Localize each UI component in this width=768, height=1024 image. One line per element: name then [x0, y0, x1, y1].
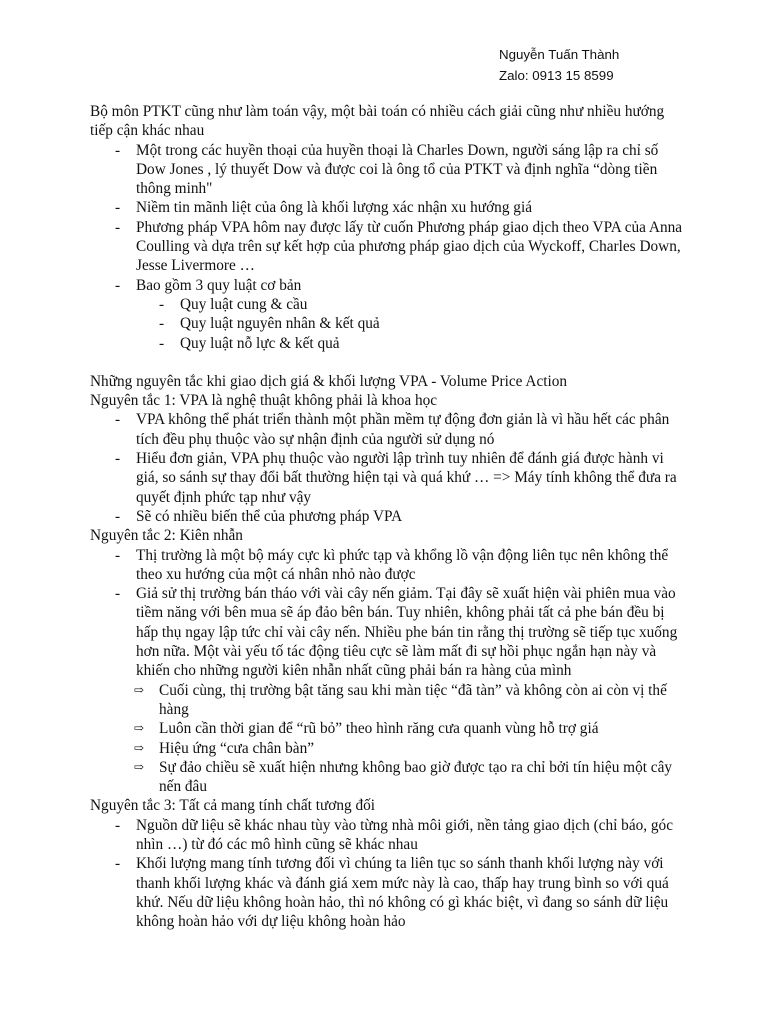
- list-item: [90, 141, 690, 199]
- author-contact: Zalo: 0913 15 8599: [499, 68, 614, 83]
- list-item-text: Khối lượng mang tính tương đối vì chúng ta liên tục so sánh thanh khối lượng này với thanh khối lượng khác và đánh giá xem mức này là cao, thấp hay trung bình so với quá khứ. Nếu dữ liệu không hoàn hảo, thì nó không có gì khác biệt, vì đang so sánh dữ liệu không hoàn hảo với dự liệu không hoàn hảo: [136, 855, 669, 931]
- list-item-text: Sự đảo chiều sẽ xuất hiện nhưng không bao giờ được tạo ra chỉ bởi tín hiệu một cây nến đâu: [159, 758, 673, 796]
- dash-marker: -: [115, 546, 121, 564]
- dash-marker: -: [115, 585, 121, 603]
- list-item: [90, 218, 690, 276]
- list-item: [90, 816, 690, 855]
- dash-marker: -: [115, 450, 121, 468]
- list-item: [90, 410, 690, 449]
- principle-2-list: [90, 546, 690, 681]
- list-item-text: VPA không thể phát triển thành một phần mềm tự động đơn giản là vì hầu hết các phân tích đều phụ thuộc vào sự nhận định của người sử dụng nó: [136, 411, 670, 448]
- list-item-text: Niềm tin mãnh liệt của ông là khối lượng xác nhận xu hướng giá: [136, 199, 532, 217]
- list-item: [90, 449, 690, 507]
- list-item-text: Quy luật nỗ lực & kết quả: [180, 334, 340, 352]
- list-item: [90, 295, 690, 314]
- list-item: [90, 739, 690, 758]
- blank-line: [90, 353, 690, 372]
- dash-marker: -: [115, 218, 121, 236]
- dash-marker: -: [115, 141, 121, 159]
- list-item: [90, 546, 690, 585]
- list-item-text: Thị trường là một bộ máy cực kì phức tạp và khổng lồ vận động liên tục nên không thể theo xu hướng của một cá nhân nhỏ nào được: [136, 546, 669, 583]
- arrow-icon: ⇨: [134, 682, 145, 697]
- list-item: [90, 854, 690, 931]
- list-item-text: Quy luật cung & cầu: [180, 295, 308, 313]
- principle-3-list: [90, 816, 690, 932]
- dash-marker: -: [159, 334, 165, 352]
- list-item: [90, 198, 690, 217]
- principle-1-title: Nguyên tắc 1: VPA là nghệ thuật không phải là khoa học: [90, 392, 438, 410]
- dash-marker: -: [115, 855, 121, 873]
- list-item: [90, 334, 690, 353]
- list-item-text: Sẽ có nhiều biến thể của phương pháp VPA: [136, 507, 403, 525]
- author-name: Nguyễn Tuấn Thành: [499, 47, 620, 62]
- intro-paragraph: Bộ môn PTKT cũng như làm toán vậy, một bài toán có nhiều cách giải cũng như nhiều hướng tiếp cận khác nhau: [90, 103, 665, 140]
- list-item-text: Hiệu ứng “cưa chân bàn”: [159, 739, 315, 757]
- dash-marker: -: [115, 816, 121, 834]
- dash-marker: -: [159, 295, 165, 313]
- arrow-icon: ⇨: [134, 721, 145, 736]
- dash-marker: -: [115, 199, 121, 217]
- dash-marker: -: [115, 507, 121, 525]
- section-title: Những nguyên tắc khi giao dịch giá & khối lượng VPA - Volume Price Action: [90, 372, 568, 390]
- author-block: [499, 44, 619, 86]
- arrow-icon: ⇨: [134, 759, 145, 774]
- list-item-text: Quy luật nguyên nhân & kết quả: [180, 315, 380, 333]
- principle-3-title: Nguyên tắc 3: Tất cả mang tính chất tương đối: [90, 797, 375, 815]
- dash-marker: -: [115, 411, 121, 429]
- list-item-text: Luôn cần thời gian để “rũ bỏ” theo hình răng cưa quanh vùng hỗ trợ giá: [159, 720, 599, 738]
- principle-2-arrow-list: [90, 681, 690, 797]
- list-item: [90, 584, 690, 680]
- laws-sub-list: [90, 295, 690, 353]
- dash-marker: -: [159, 315, 165, 333]
- list-item: [90, 276, 690, 295]
- principle-1-list: [90, 410, 690, 526]
- list-item: [90, 507, 690, 526]
- list-item-text: Hiểu đơn giản, VPA phụ thuộc vào người lập trình tuy nhiên để đánh giá được hành vi giá, so sánh sự thay đổi bất thường hiện tại và quá khứ … => Máy tính không thể đưa ra quyết định phức tạp như vậy: [136, 450, 677, 506]
- list-item-text: Một trong các huyền thoại của huyền thoại là Charles Down, người sáng lập ra chỉ số Dow Jones , lý thuyết Dow và được coi là ông tổ của PTKT và định nghĩa “dòng tiền thông minh": [136, 141, 659, 198]
- intro-bullet-list: [90, 141, 690, 295]
- list-item: [90, 681, 690, 720]
- principle-2-title: Nguyên tắc 2: Kiên nhẫn: [90, 527, 243, 545]
- list-item: [90, 719, 690, 738]
- dash-marker: -: [115, 276, 121, 294]
- list-item: [90, 314, 690, 333]
- list-item-text: Bao gồm 3 quy luật cơ bản: [136, 276, 302, 294]
- list-item-text: Phương pháp VPA hôm nay được lấy từ cuốn Phương pháp giao dịch theo VPA của Anna Coulling và dựa trên sự kết hợp của phương pháp giao dịch của Wyckoff, Charles Down, Jesse Livermore …: [136, 218, 683, 275]
- list-item-text: Cuối cùng, thị trường bật tăng sau khi màn tiệc “đã tàn” và không còn ai còn vị thế hàng: [159, 681, 667, 718]
- list-item: [90, 758, 690, 797]
- document-body: [90, 102, 690, 931]
- list-item-text: Nguồn dữ liệu sẽ khác nhau tùy vào từng nhà môi giới, nền tảng giao dịch (chỉ báo, góc nhìn …) từ đó các mô hình cũng sẽ khác nhau: [136, 816, 673, 853]
- arrow-icon: ⇨: [134, 740, 145, 755]
- list-item-text: Giả sử thị trường bán tháo với vài cây nến giảm. Tại đây sẽ xuất hiện vài phiên mua vào tiềm năng với bên mua sẽ áp đảo bên bán. Tuy nhiên, không phải tất cả phe bán đều bị hấp thụ ngay lập tức chỉ vài cây nến. Nhiều phe bán tin rằng thị trường sẽ tiếp tục xuống hơn nữa. Một vài yếu tố tác động tiêu cực sẽ làm mất đi sự hồi phục ngắn hạn này và khiến cho những người kiên nhẫn nhất cũng phải bán ra hàng của mình: [136, 585, 678, 680]
